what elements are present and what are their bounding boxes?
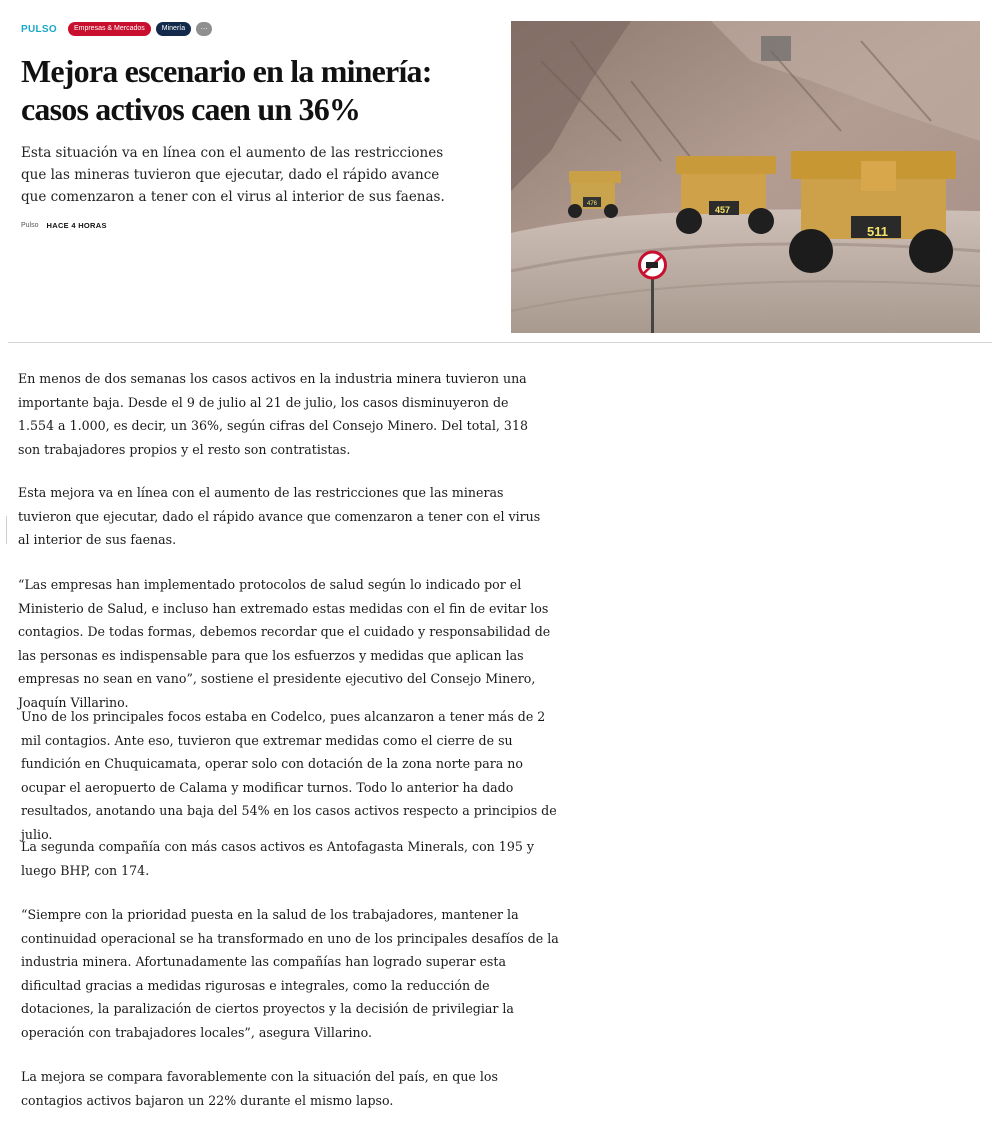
publish-time: HACE 4 HORAS [46, 221, 107, 230]
mine-trucks-photo [511, 21, 980, 333]
body-paragraph-1: En menos de dos semanas los casos activos en la industria minera tuvieron una importante baja. Desde el 9 de julio al 21 de julio, los casos disminuyeron de 1.554 a 1.000, es decir, un 36%, según cifras del Consejo Minero. Del total, 318 son trabajadores propios y el resto son contratistas. [18, 371, 528, 457]
truck-number-far: 476 [587, 201, 598, 207]
side-mark [6, 516, 7, 544]
truck-number-middle: 457 [715, 205, 731, 215]
author-link[interactable]: Pulso [21, 222, 39, 229]
truck-number-near: 511 [867, 224, 888, 239]
tag-empresas-mercados[interactable]: Empresas & Mercados [68, 22, 151, 36]
body-paragraph-4: Uno de los principales focos estaba en Codelco, pues alcanzaron a tener más de 2 mil contagios. Ante eso, tuvieron que extremar medidas como el cierre de su fundición en Chuquicamata, operar solo con dotación de la zona norte para no ocupar el aeropuerto de Calama y modificar turnos. Todo lo anterior ha dado resultados, anotando una baja del 54% en los casos activos respecto a principios de julio. [21, 709, 557, 842]
header-divider [8, 342, 992, 343]
body-paragraph-7: La mejora se compara favorablemente con la situación del país, en que los contagios activos bajaron un 22% durante el mismo lapso. [21, 1069, 498, 1108]
tag-bar [21, 21, 217, 37]
body-paragraph-2: Esta mejora va en línea con el aumento de las restricciones que las mineras tuvieron que ejecutar, dado el rápido avance que comenzaron a tener con el virus al interior de sus faenas. [18, 485, 541, 547]
body-paragraph-5: La segunda compañía con más casos activos es Antofagasta Minerals, con 195 y luego BHP, con 174. [21, 839, 534, 878]
byline [21, 221, 107, 230]
article-header [0, 0, 1000, 343]
more-tags-button[interactable]: ... [196, 22, 212, 36]
article-title: Mejora escenario en la minería: casos activos caen un 36% [21, 53, 432, 127]
body-paragraph-6: “Siempre con la prioridad puesta en la salud de los trabajadores, mantener la continuidad operacional se ha transformado en uno de los principales desafíos de la industria minera. Afortunadamente las compañías han logrado superar esta dificultad gracias a medidas rigurosas e integrales, como la reducción de dotaciones, la paralización de ciertos proyectos y la decisión de privilegiar la operación con trabajadores locales”, asegura Villarino. [21, 907, 559, 1040]
section-link-pulso[interactable]: PULSO [21, 23, 57, 35]
tag-mineria[interactable]: Minería [156, 22, 191, 36]
article-summary: Esta situación va en línea con el aumento de las restricciones que las mineras tuvieron que ejecutar, dado el rápido avance que comenzaron a tener con el virus al interior de sus faenas. [21, 145, 445, 205]
body-paragraph-3: “Las empresas han implementado protocolos de salud según lo indicado por el Ministerio de Salud, e incluso han extremado estas medidas con el fin de evitar los contagios. De todas formas, debemos recordar que el cuidado y responsabilidad de las personas es indispensable para que los esfuerzos y medidas que aplican las empresas no sean en vano”, sostiene el presidente ejecutivo del Consejo Minero, Joaquín Villarino. [18, 577, 551, 710]
article-photo[interactable] [511, 21, 980, 333]
